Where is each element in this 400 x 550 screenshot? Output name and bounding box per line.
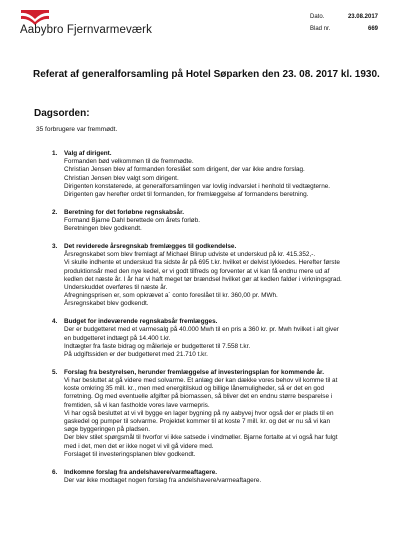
agenda-item-title: Forslag fra bestyrelsen, herunder fremlæggelse af investeringsplan for kommende år.: [64, 368, 324, 376]
agenda-item-number: 4.: [52, 318, 58, 326]
agenda-item-text-line: Forslaget til investeringsplanen blev godkendt.: [64, 450, 196, 458]
agenda-item-text-line: Årsregnskabet som blev fremlagt af Michael Blirup udviste et underskud på kr. 415.352,-.: [64, 251, 316, 259]
agenda-item-text-line: Vi har også besluttet at vi vil bygge en lager bygning på ny aabyvej hvor også der er plads til en: [64, 409, 334, 417]
attendance-note: 35 forbrugere var fremmødt.: [36, 126, 118, 133]
agenda-item-number: 2.: [52, 208, 58, 216]
agenda-item-number: 1.: [52, 150, 58, 157]
page-value: 669: [367, 26, 378, 32]
agenda-heading: Dagsorden:: [34, 108, 90, 119]
agenda-item-text-line: søge byggeringen på pladsen.: [64, 426, 150, 434]
date-label: Dato.: [310, 14, 325, 20]
page-label: Blad nr.: [310, 26, 331, 32]
agenda-item-text-line: kedlen det næste år. I år har vi haft meget tør brændsel hvilket gør at kedlen falder i virkningsgrad.: [64, 275, 342, 283]
agenda-item-text-line: Formand Bjarne Dahl berettede om årets forløb.: [64, 217, 201, 225]
agenda-item: [36, 150, 378, 199]
agenda-item: [36, 369, 378, 459]
agenda-item-title: Valg af dirigent.: [64, 150, 112, 157]
agenda-item-text-line: Afregningsprisen er, som opkrævet a´ conto foreslået til kr. 360,00 pr. MWh.: [64, 292, 278, 300]
agenda-item-text-line: Underskuddet overføres til næste år.: [64, 284, 168, 292]
agenda-item-title: Indkomne forslag fra andelshavere/varmeaftagere.: [64, 468, 218, 476]
agenda-list: [36, 150, 378, 495]
agenda-item: [36, 209, 378, 234]
agenda-item-number: 5.: [52, 368, 58, 376]
date-value: 23.08.2017: [347, 14, 378, 20]
agenda-item-text-line: Dirigenten konstaterede, at generalforsamlingen var lovlig indvarslet i henhold til vedtægterne.: [64, 182, 331, 190]
company-name: Aabybro Fjernvarmeværk: [20, 24, 152, 36]
agenda-item-text-line: Årsregnskabet blev godkendt.: [64, 300, 149, 308]
agenda-item-text-line: Beretningen blev godkendt.: [64, 225, 142, 233]
agenda-item-text-line: Der var ikke modtaget nogen forslag fra andelshavere/varmeaftagere.: [64, 476, 262, 484]
agenda-item-text-line: Vi skulle indhente et underskud fra sidste år på 695 t.kr. hvilket er delvist lykkedes. Herefter første: [64, 259, 340, 267]
agenda-item-text-line: en budgetteret indtægt på 14.400 t.kr.: [64, 334, 171, 342]
agenda-item-text-line: Indtægter fra faste bidrag og målerleje er budgetteret til 7.558 t.kr.: [64, 342, 251, 350]
agenda-item-text-line: Formanden bød velkommen til de fremmødte.: [64, 158, 194, 166]
agenda-item-text-line: forretning. Og med eventuelle afgifter på biomassen, så bliver det en endnu større besparelse i: [64, 393, 333, 401]
agenda-item-text-line: Der er budgetteret med et varmesalg på 40.000 Mwh til en pris a 360 kr. pr. Mwh hvilket i alt giver: [64, 326, 339, 334]
agenda-item-title: Budget for indeværende regnskabsår fremlægges.: [64, 318, 218, 326]
agenda-item-number: 3.: [52, 243, 58, 251]
agenda-item-text-line: Christian Jensen blev af formanden foreslået som dirigent, der var ikke andre forslag.: [64, 166, 305, 174]
agenda-item: [36, 469, 378, 485]
agenda-item-title: Det reviderede årsregnskab fremlægges til godkendelse.: [64, 243, 237, 251]
agenda-item-text-line: koste omkring 35 mill. kr., men med energitilskud og billige lånemuligheder, så er det en god: [64, 385, 325, 393]
agenda-item-text-line: Christian Jensen blev valgt som dirigent.: [64, 174, 179, 182]
agenda-item: [36, 318, 378, 359]
agenda-item-text-line: med i det, men det er ikke noget vi vil gå videre med.: [64, 442, 214, 450]
agenda-item-number: 6.: [52, 468, 58, 476]
agenda-item-text-line: Der blev stilet spørgsmål til hvorfor vi ikke satsede i vindmøller. Bjarne fortalte at vi også har fulgt: [64, 434, 338, 442]
document-title: Referat af generalforsamling på Hotel Søparken den 23. 08. 2017 kl. 1930.: [33, 69, 380, 80]
agenda-item: [36, 243, 378, 309]
document-meta: [310, 11, 378, 35]
agenda-item-title: Beretning for det forløbne regnskabsår.: [64, 208, 185, 216]
agenda-item-text-line: På udgiftssiden er der budgetteret med 21.710 t.kr.: [64, 351, 208, 359]
agenda-item-text-line: Dirigenten gav herefter ordet til formanden, for fremlæggelse af formandens beretning.: [64, 191, 309, 199]
agenda-item-text-line: produktionsår med den nye kedel, er vi godt tilfreds og forventer at vi kan få endnu mere ud af: [64, 267, 330, 275]
agenda-item-text-line: Vi har besluttet at gå videre med solvarme. Et anlæg der kan dække vores behov vil komme til at: [64, 377, 338, 385]
agenda-item-text-line: fremtiden, så vi kan fastholde vores lave varmepris.: [64, 401, 210, 409]
agenda-item-text-line: gaskedel og pumper til solvarme. Projektet kommer til at koste 7 mill. kr. og det er nu så vi kan: [64, 418, 331, 426]
